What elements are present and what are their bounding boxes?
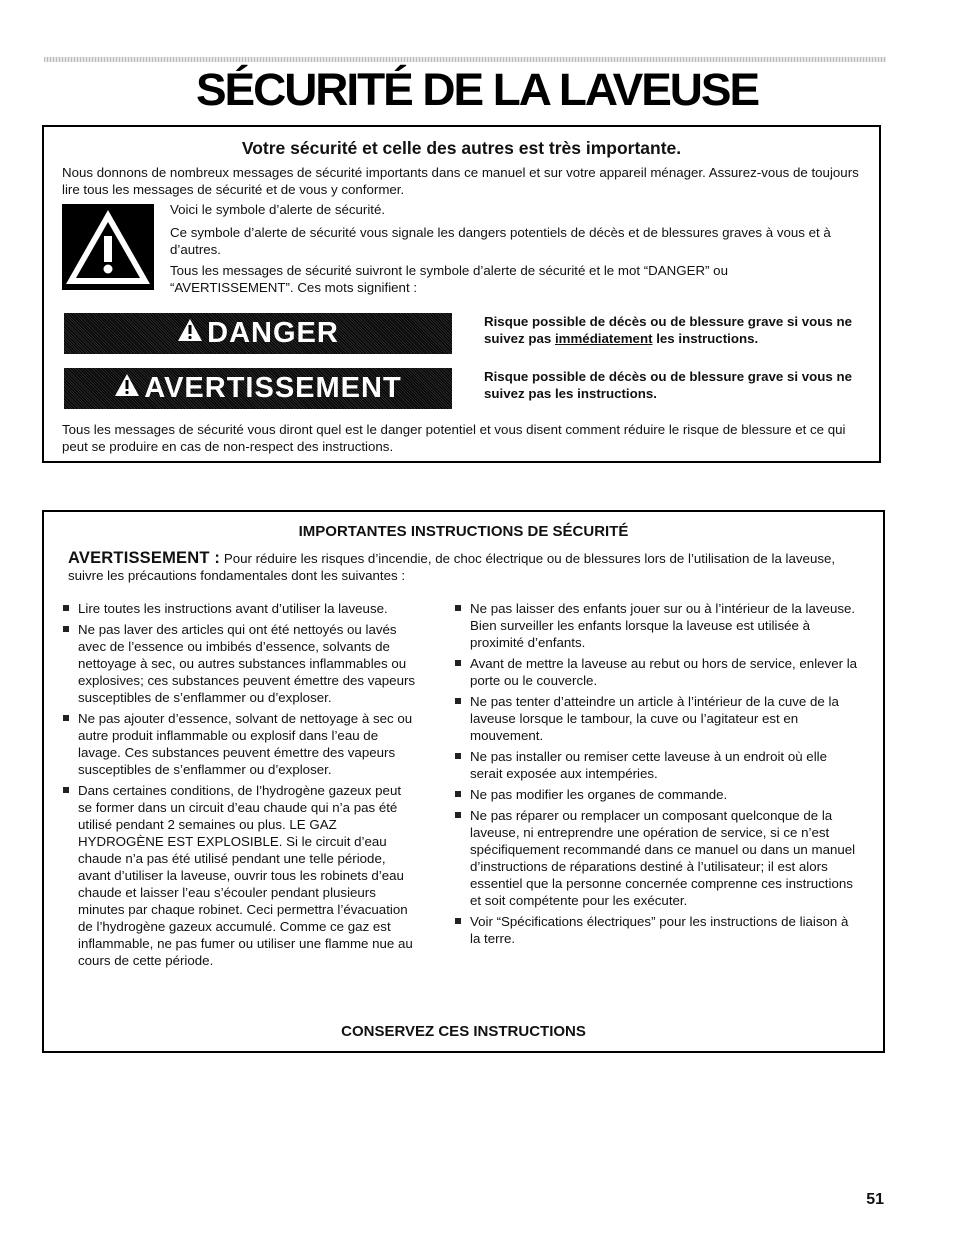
list-item: Voir “Spécifications électriques” pour les instructions de liaison à la terre. [454,913,859,947]
warning-banner [64,368,452,409]
safety-footer: Tous les messages de sécurité vous diront quel est le danger potentiel et vous disent comment réduire le risque de blessure et ce qui peut se produire en cas de non-respect des instructions. [62,422,846,454]
symbol-description: Ce symbole d’alerte de sécurité vous signale les dangers potentiels de décès et de blessures graves à vous et à d’autres. [170,225,831,257]
warning-description: Risque possible de décès ou de blessure grave si vous ne suivez pas les instructions. [484,369,853,401]
safety-heading: Votre sécurité et celle des autres est très importante. [241,138,682,158]
instructions-box [42,510,885,1053]
list-item: Ne pas ajouter d’essence, solvant de nettoyage à sec ou autre produit inflammable ou explosif dans l’eau de lavage. Ces substances peuvent émettre des vapeurs susceptibles de s’enflammer ou d’exploser. [62,710,417,778]
warning-lead [68,550,858,584]
save-instructions: CONSERVEZ CES INSTRUCTIONS [341,1023,586,1040]
warning-label: AVERTISSEMENT [144,372,402,404]
right-instruction-list [454,600,859,951]
safety-intro: Nous donnons de nombreux messages de sécurité importants dans ce manuel et sur votre appareil ménager. Assurez-vous de toujours lire tous les messages de sécurité et de vous y conformer. [62,165,859,197]
list-item: Ne pas laver des articles qui ont été nettoyés ou lavés avec de l’essence ou imbibés d’essence, solvants de nettoyage à sec, ou autres substances inflammables ou explosives; ces substances peuvent émettre des vapeurs susceptibles de s’enflammer ou d’exploser. [62,621,417,706]
safety-box [42,125,881,463]
warning-alert-icon [114,372,140,405]
list-item: Dans certaines conditions, de l’hydrogène gazeux peut se former dans un circuit d’eau chaude qui n’a pas été utilisé pendant 2 semaines ou plus. LE GAZ HYDROGÈNE EST EXPLOSIBLE. Si le circuit d’eau chaude n’a pas été utilisé pendant une telle période, avant d’utiliser la laveuse, ouvrir tous les robinets d’eau chaude et laisser l’eau s’écouler pendant plusieurs minutes par chaque robinet. Ceci permettra l’évacuation de l’hydrogène gazeux accumulé. Comme ce gaz est inflammable, ne pas fumer ou utiliser une flamme nue au cours de cette période. [62,782,417,969]
safety-alert-icon [62,204,154,290]
list-item: Lire toutes les instructions avant d’utiliser la laveuse. [62,600,417,617]
left-instruction-list [62,600,417,973]
danger-banner [64,313,452,354]
page-title: SÉCURITÉ DE LA LAVEUSE [195,64,759,115]
danger-label: DANGER [207,317,339,349]
instructions-heading: IMPORTANTES INSTRUCTIONS DE SÉCURITÉ [298,523,629,540]
list-item: Ne pas laisser des enfants jouer sur ou à l’intérieur de la laveuse. Bien surveiller les enfants lorsque la laveuse est utilisée à proximité d’enfants. [454,600,859,651]
list-item: Ne pas modifier les organes de commande. [454,786,859,803]
list-item: Ne pas réparer ou remplacer un composant quelconque de la laveuse, ni entreprendre une opération de service, si ce n’est spécifiquement recommandé dans ce manuel ou dans un manuel d’instructions de réparations destiné à l’utilisateur; il est alors essentiel que la personne concernée comprenne ces instructions et soit compétente pour les exécuter. [454,807,859,909]
danger-description: Risque possible de décès ou de blessure grave si vous ne suivez pas immédiatement les instructions. [484,314,853,346]
symbol-line: Voici le symbole d’alerte de sécurité. [170,202,386,217]
warning-lead-text: Pour réduire les risques d’incendie, de choc électrique ou de blessures lors de l’utilisation de la laveuse, suivre les précautions fondamentales dont les suivantes : [68,551,836,583]
list-item: Ne pas tenter d’atteindre un article à l’intérieur de la cuve de la laveuse lorsque le tambour, la cuve ou l’agitateur est en mouvement. [454,693,859,744]
messages-description: Tous les messages de sécurité suivront le symbole d’alerte de sécurité et le mot “DANGER” ou “AVERTISSEMENT”. Ces mots signifient : [170,263,728,295]
danger-alert-icon [177,317,203,350]
list-item: Avant de mettre la laveuse au rebut ou hors de service, enlever la porte ou le couvercle. [454,655,859,689]
warning-lead-label: AVERTISSEMENT : [68,549,221,567]
page-number: 51 [866,1191,884,1208]
list-item: Ne pas installer ou remiser cette laveuse à un endroit où elle serait exposée aux intempéries. [454,748,859,782]
